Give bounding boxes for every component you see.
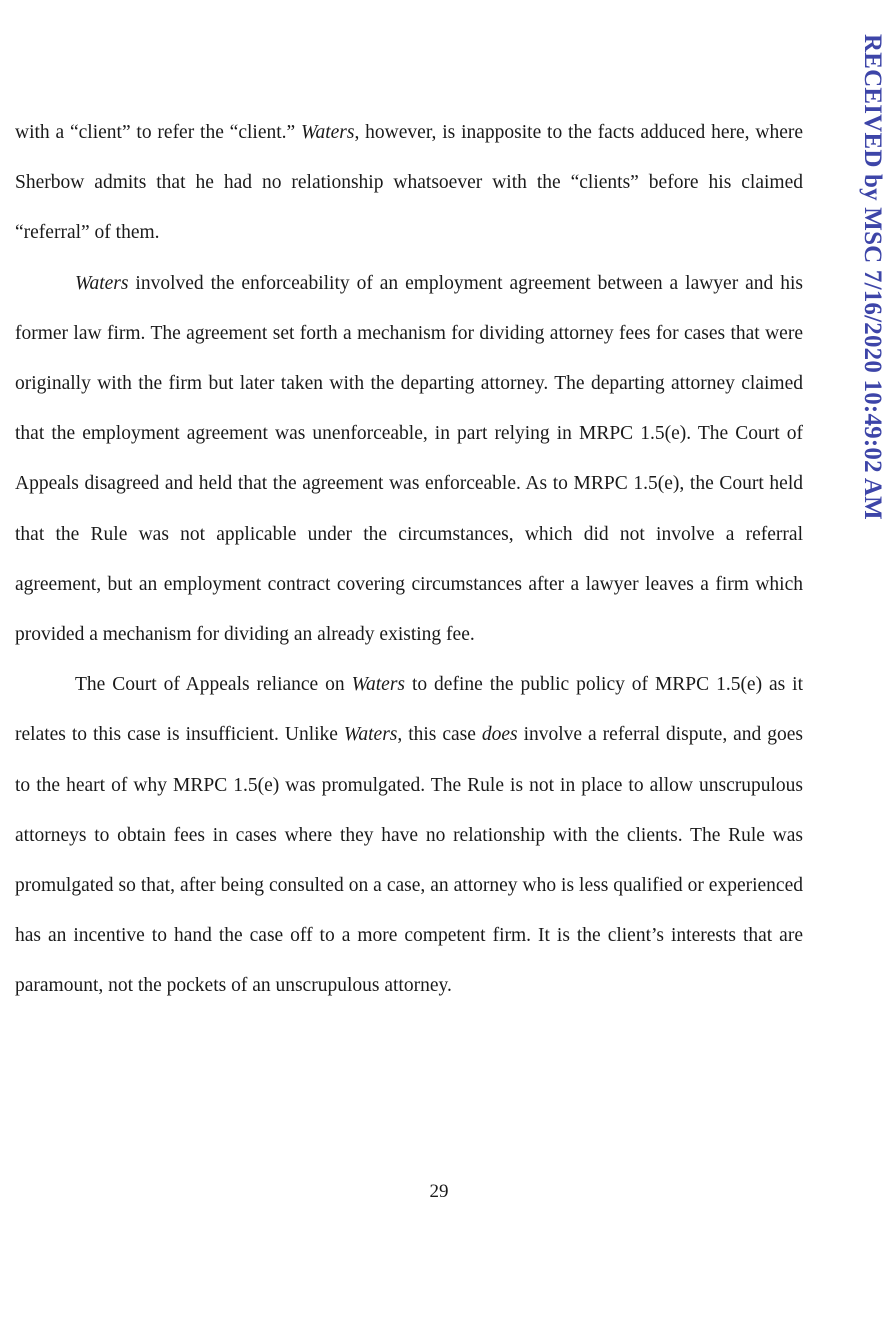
text-run: , this case <box>397 724 482 746</box>
body-text <box>15 108 803 1012</box>
text-run: The Court of Appeals reliance on <box>75 674 352 696</box>
paragraph-2 <box>15 259 803 661</box>
paragraph-3 <box>15 660 803 1011</box>
emphasis-italic: does <box>481 724 518 746</box>
text-run: , however, is inapposite to the facts adduced here, where Sherbow admits that he had no relationship whatsoever with the “clients” before his claimed “referral” of them. <box>15 122 804 244</box>
text-run: with a “client” to refer the “client.” <box>15 122 302 143</box>
text-run: involved the enforceability of an employment agreement between a lawyer and his former law firm. The agreement set forth a mechanism for dividing attorney fees for cases that were originally with the firm but later taken with the departing attorney. The departing attorney claimed that the employment agreement was unenforceable, in part relying in MRPC 1.5(e). The Court of Appeals disagreed and held that the agreement was enforceable. As to MRPC 1.5(e), the Court held that the Rule was not applicable under the circumstances, which did not involve a referral agreement, but an employment contract covering circumstances after a lawyer leaves a firm which provided a mechanism for dividing an already existing fee. <box>15 272 803 646</box>
paragraph-1 <box>15 108 803 259</box>
received-stamp: RECEIVED by MSC 7/16/2020 10:49:02 AM <box>859 34 886 520</box>
case-name-italic: Waters <box>343 724 398 746</box>
case-name-italic: Waters <box>75 272 129 294</box>
text-run: involve a referral dispute, and goes to the heart of why MRPC 1.5(e) was promulgated. The Rule is not in place to allow unscrupulous attorneys to obtain fees in cases where they have no relationship with the clients. The Rule was promulgated so that, after being consulted on a case, an attorney who is less qualified or experienced has an incentive to hand the case off to a more competent firm. It is the client’s interests that are paramount, not the pockets of an unscrupulous attorney. <box>15 724 804 997</box>
text-run: to define the public policy of MRPC 1.5(e) as it relates to this case is insufficient. Unlike <box>15 674 804 746</box>
case-name-italic: Waters <box>351 674 406 696</box>
case-name-italic: Waters <box>301 122 355 143</box>
page-number: 29 <box>429 1181 449 1202</box>
